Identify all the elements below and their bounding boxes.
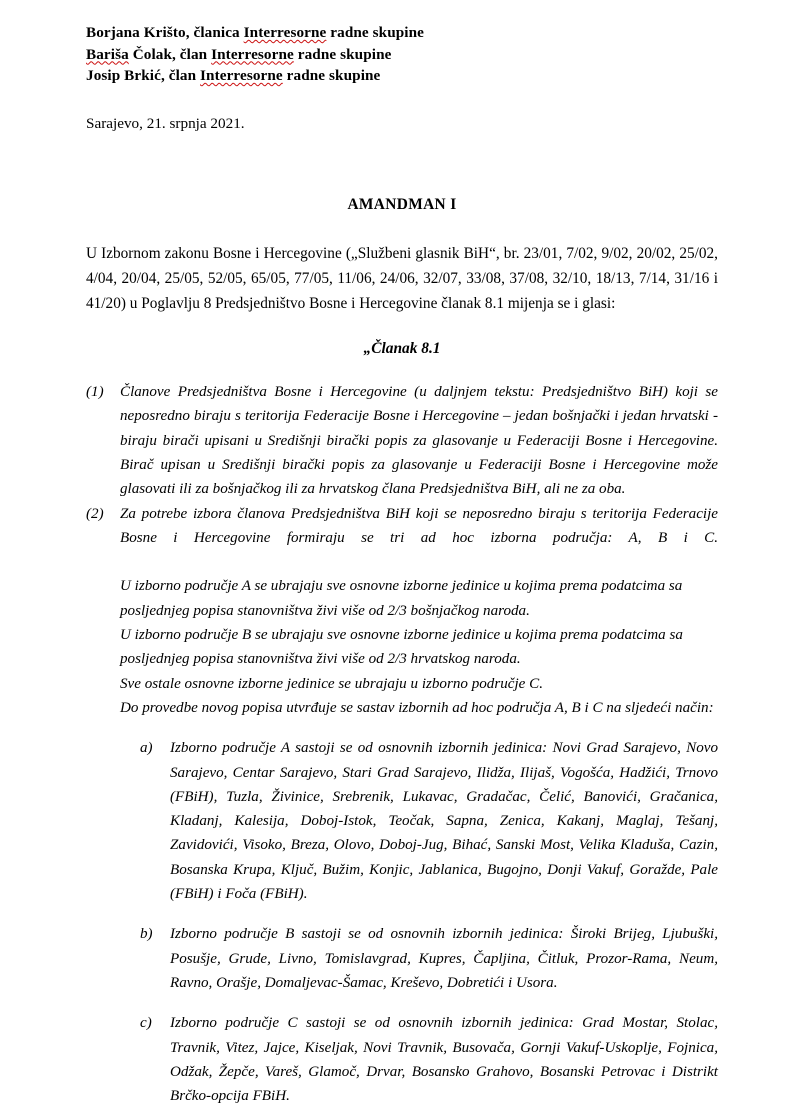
lettered-item-b-marker: b): [140, 926, 153, 943]
spellcheck-word-interresorne-1: Interresorne: [243, 24, 327, 41]
signatory-3-prefix: Josip Brkić, član: [86, 67, 201, 84]
signatory-1-suffix: radne skupine: [326, 24, 425, 41]
numbered-provision-list: [86, 380, 718, 720]
signatory-2-mid: Čolak, član: [128, 45, 212, 63]
lettered-item-c-text: Izborno područje C sastoji se od osnovnih izbornih jedinica: Grad Mostar, Stolac, Travnik, Vitez, Jajce, Kiseljak, Novi Travnik, Busovača, Gornji Vakuf-Uskoplje, Fojnica, Odžak, Žepče, Vareš, Glamoč, Drvar, Bosansko Grahovo, Bosanski Petrovac i Distrikt Brčko-opcija FBiH.: [170, 1015, 718, 1105]
spellcheck-word-interresorne-3: Interresorne: [200, 67, 283, 84]
numbered-item-2-subline-3: Sve ostale osnovne izborne jedinice se ubrajaju u izborno područje C.: [120, 675, 543, 692]
signatory-1-prefix: Borjana Krišto, članica: [86, 24, 244, 41]
lettered-item-b: [140, 922, 718, 995]
lettered-item-c-marker: c): [140, 1015, 152, 1032]
amendment-title: AMANDMAN I: [347, 195, 457, 213]
numbered-item-2-subline-1: U izborno područje A se ubrajaju sve osnovne izborne jedinice u kojima prema podatcima sa posljednjeg popisa stanovništva živi više od 2/3 bošnjačkog naroda.: [120, 578, 683, 619]
lettered-item-c: [140, 1011, 718, 1108]
spellcheck-word-barisa: Bariša: [86, 45, 129, 63]
signatory-line-1: [86, 22, 718, 44]
numbered-item-2-subline-4: Do provedbe novog popisa utvrđuje se sastav izbornih ad hoc područja A, B i C na sljedeći način:: [120, 699, 714, 716]
lettered-provision-list: [86, 736, 718, 1108]
numbered-item-1: [86, 380, 718, 501]
numbered-item-1-text: Članove Predsjedništva Bosne i Hercegovine (u daljnjem tekstu: Predsjedništvo BiH) koji se neposredno biraju s teritorija Federacije Bosne i Hercegovine – jedan bošnjački i jedan hrvatski - biraju birači upisani u Središnji birački popis za glasovanje u Federaciji Bosne i Hercegovine. Birač upisan u Središnji birački popis za glasovanje u Federaciji Bosne i Hercegovine može glasovati ili za bošnjačkog ili za hrvatskog člana Predsjedništva BiH, ali ne za oba.: [120, 384, 718, 498]
numbered-item-2-lead: Za potrebe izbora članova Predsjedništva BiH koji se neposredno biraju s teritorija Federacije Bosne i Hercegovine formiraju se tri ad hoc izborna područja: A, B i C.: [120, 505, 718, 546]
signatory-3-suffix: radne skupine: [282, 67, 381, 84]
signatory-2-suffix: radne skupine: [293, 45, 392, 63]
intro-paragraph: U Izbornom zakonu Bosne i Hercegovine („Službeni glasnik BiH“, br. 23/01, 7/02, 9/02, 20/02, 25/02, 4/04, 20/04, 25/05, 52/05, 65/05, 77/05, 11/06, 24/06, 32/07, 33/08, 37/08, 32/10, 18/13, 7/14, 31/16 i 41/20) u Poglavlju 8 Predsjedništvo Bosne i Hercegovine članak 8.1 mijenja se i glasi:: [86, 244, 718, 312]
lettered-item-a: [140, 736, 718, 906]
lettered-item-a-marker: a): [140, 740, 153, 757]
lettered-item-a-text: Izborno područje A sastoji se od osnovnih izbornih jedinica: Novi Grad Sarajevo, Novo Sarajevo, Centar Sarajevo, Stari Grad Sarajevo, Ilidža, Ilijaš, Vogošća, Hadžići, Trnovo (FBiH), Tuzla, Živinice, Srebrenik, Lukavac, Gradačac, Čelić, Banovići, Gračanica, Kladanj, Kalesija, Doboj-Istok, Teočak, Sapna, Zenica, Kakanj, Maglaj, Tešanj, Zavidovići, Visoko, Breza, Olovo, Doboj-Jug, Bihać, Sanski Most, Velika Kladuša, Cazin, Bosanska Krupa, Ključ, Bužim, Konjic, Jablanica, Bugojno, Donji Vakuf, Goražde, Pale (FBiH) i Foča (FBiH).: [170, 740, 718, 903]
numbered-item-2: [86, 502, 718, 721]
signatory-block: [86, 22, 718, 87]
signatory-line-3: [86, 65, 718, 87]
numbered-item-1-marker: (1): [86, 384, 104, 401]
numbered-item-2-marker: (2): [86, 505, 104, 522]
article-title: „Članak 8.1: [363, 340, 441, 358]
date-line: Sarajevo, 21. srpnja 2021.: [86, 114, 245, 132]
lettered-item-b-text: Izborno područje B sastoji se od osnovnih izbornih jedinica: Široki Brijeg, Ljubuški, Posušje, Grude, Livno, Tomislavgrad, Kupres, Čapljina, Čitluk, Prozor-Rama, Neum, Ravno, Orašje, Domaljevac-Šamac, Kreševo, Dobretići i Usora.: [170, 926, 718, 991]
spellcheck-word-interresorne-2: Interresorne: [211, 45, 294, 63]
numbered-item-2-subline-2: U izborno područje B se ubrajaju sve osnovne izborne jedinice u kojima prema podatcima sa posljednjeg popisa stanovništva živi više od 2/3 hrvatskog naroda.: [120, 627, 683, 668]
signatory-line-2: [86, 44, 718, 66]
